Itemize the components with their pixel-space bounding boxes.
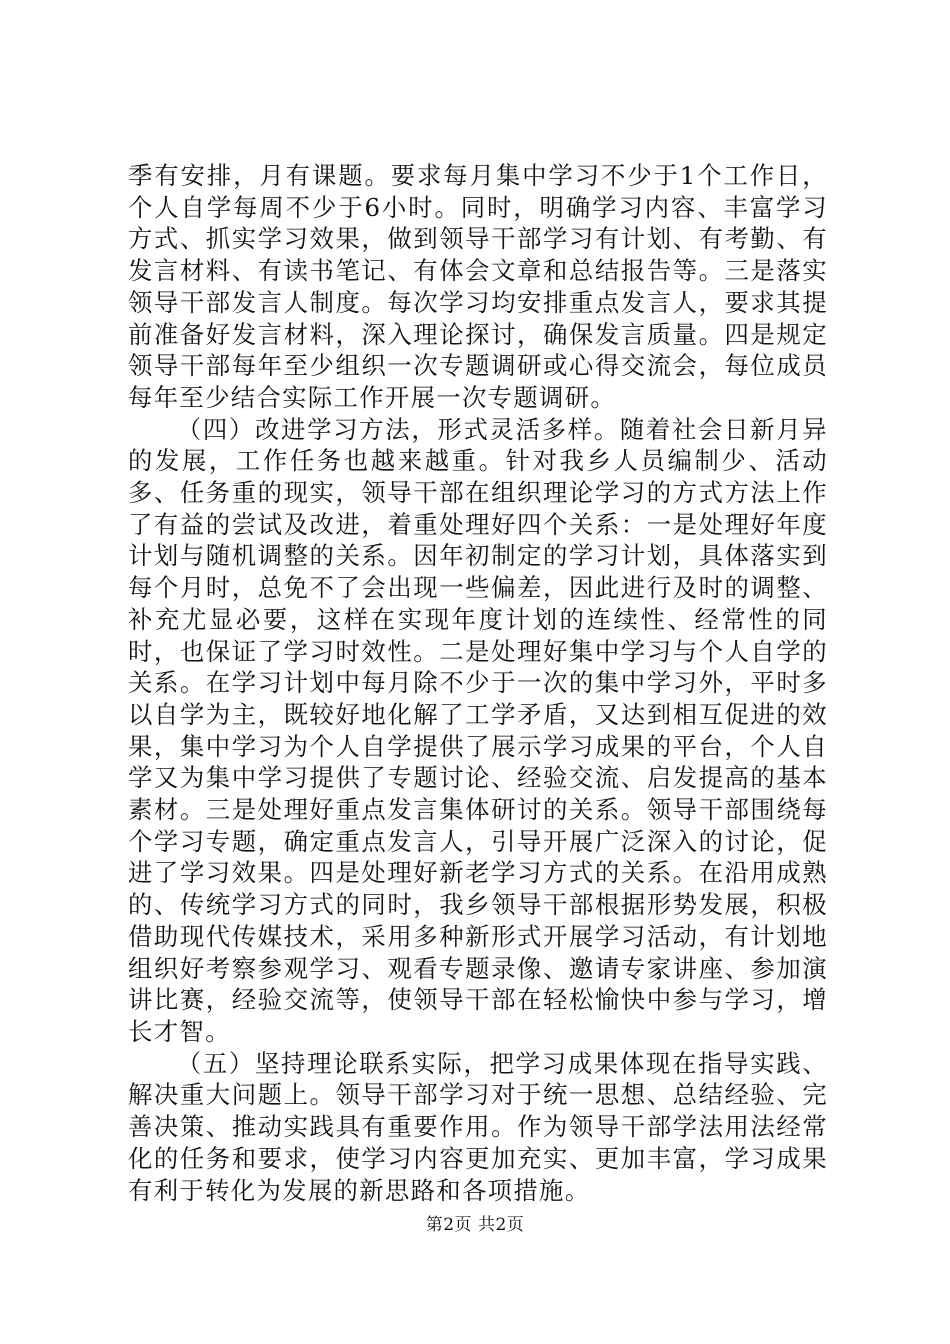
document-body (128, 160, 828, 1206)
paragraph-section-four: （四）改进学习方法，形式灵活多样。随着社会日新月异的发展，工作任务也越来越重。针对我乡人员编制少、活动多、任务重的现实，领导干部在组织理论学习的方式方法上作了有益的尝试及改进，着重处理好四个关系：一是处理好年度计划与随机调整的关系。因年初制定的学习计划，具体落实到每个月时，总免不了会出现一些偏差，因此进行及时的调整、补充尤显必要，这样在实现年度计划的连续性、经常性的同时，也保证了学习时效性。二是处理好集中学习与个人自学的关系。在学习计划中每月除不少于一次的集中学习外，平时多以自学为主，既较好地化解了工学矛盾，又达到相互促进的效果，集中学习为个人自学提供了展示学习成果的平台，个人自学又为集中学习提供了专题讨论、经验交流、启发提高的基本素材。三是处理好重点发言集体研讨的关系。领导干部围绕每个学习专题，确定重点发言人，引导开展广泛深入的讨论，促进了学习效果。四是处理好新老学习方式的关系。在沿用成熟的、传统学习方式的同时，我乡领导干部根据形势发展，积极借助现代传媒技术，采用多种新形式开展学习活动，有计划地组织好考察参观学习、观看专题录像、邀请专家讲座、参加演讲比赛，经验交流等，使领导干部在轻松愉快中参与学习，增长才智。 (128, 414, 828, 1046)
paragraph-section-five: （五）坚持理论联系实际，把学习成果体现在指导实践、解决重大问题上。领导干部学习对于统一思想、总结经验、完善决策、推动实践具有重要作用。作为领导干部学法用法经常化的任务和要求，使学习内容更加充实、更加丰富，学习成果有利于转化为发展的新思路和各项措施。 (128, 1048, 828, 1205)
paragraph-continuation: 季有安排，月有课题。要求每月集中学习不少于1个工作日，个人自学每周不少于6小时。同时，明确学习内容、丰富学习方式、抓实学习效果，做到领导干部学习有计划、有考勤、有发言材料、有读书笔记、有体会文章和总结报告等。三是落实领导干部发言人制度。每次学习均安排重点发言人，要求其提前准备好发言材料，深入理论探讨，确保发言质量。四是规定领导干部每年至少组织一次专题调研或心得交流会，每位成员每年至少结合实际工作开展一次专题调研。 (128, 161, 828, 412)
page-number-footer: 第2页 共2页 (425, 1215, 525, 1235)
